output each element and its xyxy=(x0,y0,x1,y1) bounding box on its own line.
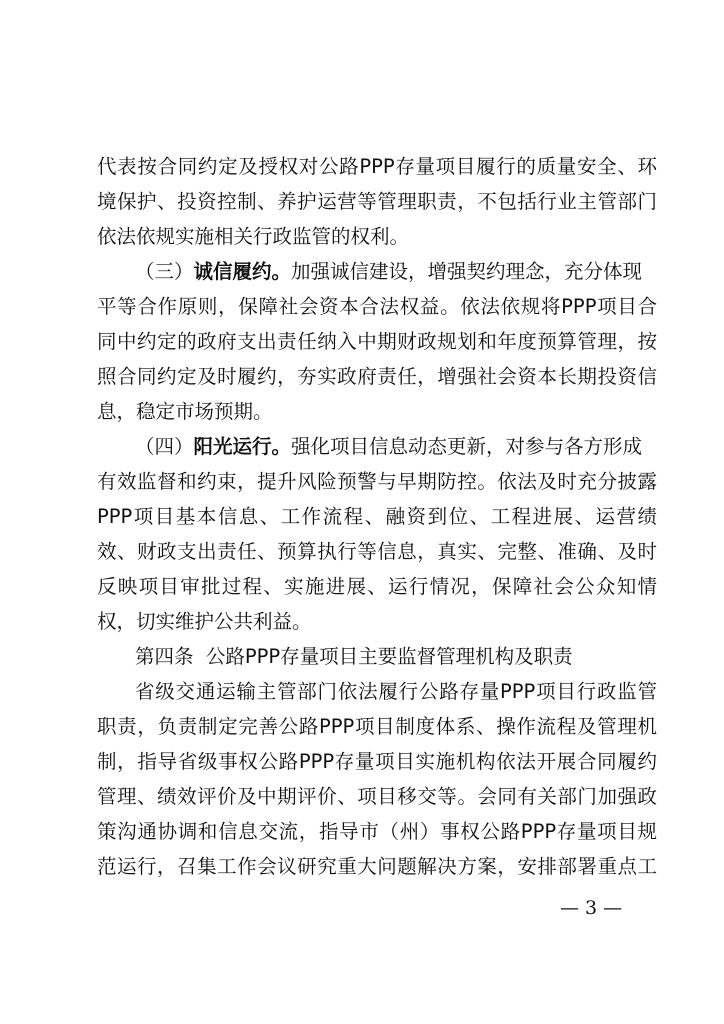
text-line: 管理、绩效评价及中期评价、项目移交等。会同有关部门加强政 xyxy=(97,785,657,808)
text-line: 息，稳定市场预期。 xyxy=(97,400,273,423)
text-line: PPP项目基本信息、工作流程、融资到位、工程进展、运营绩 xyxy=(97,505,657,528)
text-line: 权，切实维护公共利益。 xyxy=(97,610,312,633)
text-line: 同中约定的政府支出责任纳入中期财政规划和年度预算管理，按 xyxy=(97,330,657,353)
text-line: 省级交通运输主管部门依法履行公路存量PPP项目行政监管 xyxy=(135,680,657,703)
text-line: 代表按合同约定及授权对公路PPP存量项目履行的质量安全、环 xyxy=(97,155,657,178)
text-line: 反映项目审批过程、实施进展、运行情况，保障社会公众知情 xyxy=(97,575,657,598)
text-line: 平等合作原则，保障社会资本合法权益。依法依规将PPP项目合 xyxy=(97,295,657,318)
text-line: 制，指导省级事权公路PPP存量项目实施机构依法开展合同履约 xyxy=(97,750,657,773)
text-line: 职责，负责制定完善公路PPP项目制度体系、操作流程及管理机 xyxy=(97,715,657,738)
text-line: 照合同约定及时履约，夯实政府责任，增强社会资本长期投资信 xyxy=(97,365,657,388)
text-line: 效、财政支出责任、预算执行等信息，真实、完整、准确、及时 xyxy=(97,540,657,563)
text-span: 强化项目信息动态更新，对参与各方形成 xyxy=(291,435,643,458)
text-line: 依法依规实施相关行政监管的权利。 xyxy=(97,225,410,248)
text-line: 有效监督和约束，提升风险预警与早期防控。依法及时充分披露 xyxy=(97,470,657,493)
page-number: — 3 — xyxy=(560,897,623,919)
text-line: 境保护、投资控制、养护运营等管理职责，不包括行业主管部门 xyxy=(97,190,657,213)
text-line: 策沟通协调和信息交流，指导市（州）事权公路PPP存量项目规 xyxy=(97,820,657,843)
section-prefix: （四） xyxy=(135,435,194,458)
text-line: 范运行，召集工作会议研究重大问题解决方案，安排部署重点工 xyxy=(97,855,657,878)
article-heading: 第四条 公路PPP存量项目主要监督管理机构及职责 xyxy=(135,645,573,668)
section-prefix: （三） xyxy=(135,260,194,283)
section-heading-line xyxy=(135,430,657,464)
section-heading: 阳光运行。 xyxy=(193,435,292,458)
text-span: 加强诚信建设，增强契约理念，充分体现 xyxy=(291,260,643,283)
section-heading-line xyxy=(135,255,657,289)
section-heading: 诚信履约。 xyxy=(193,260,292,283)
